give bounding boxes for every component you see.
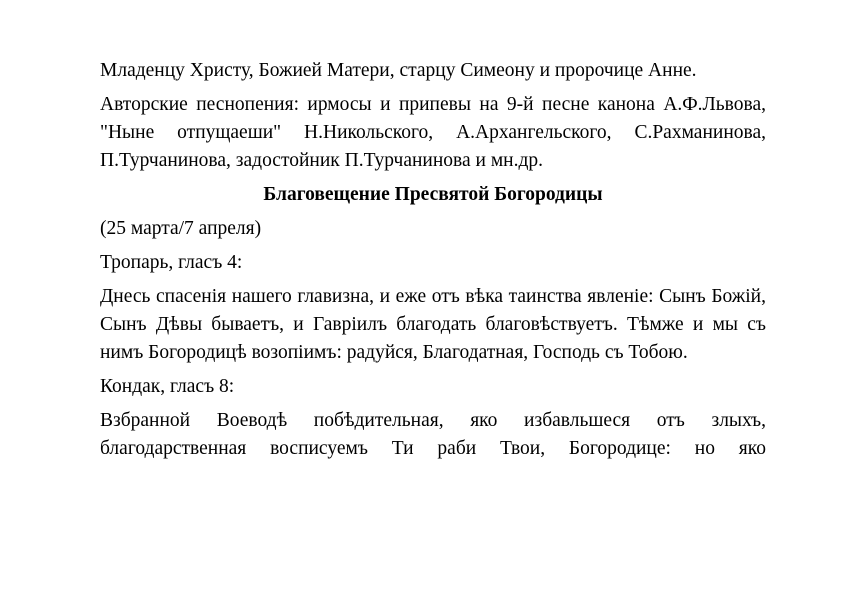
paragraph-author-hymns: Авторские песнопения: ирмосы и припевы на 9-й песне канона А.Ф.Львова, "Ныне отпущаеши" Н.Никольского, А.Архангельского, С.Рахманинова, П.Турчанинова, задостойник П.Турчанинова и мн.др. (100, 94, 766, 171)
document-body (100, 57, 766, 469)
feast-date: (25 марта/7 апреля) (100, 218, 262, 239)
kontakion-label: Кондак, гласъ 8: (100, 376, 235, 397)
troparion-text: Днесь спасенія нашего главизна, и еже отъ вѣка таинства явленіе: Сынъ Божій, Сынъ Дѣвы бываетъ, и Гавріилъ благодать благовѣствуетъ. Тѣмже и мы съ нимъ Богородицѣ возопіимъ: радуйся, Благодатная, Господь съ Тобою. (100, 286, 766, 363)
kontakion-text: Взбранной Воеводѣ побѣдительная, яко избавльшеся отъ злыхъ, благодарственная восписуемъ Ти раби Твои, Богородице: но яко (100, 410, 766, 459)
section-heading: Благовещение Пресвятой Богородицы (263, 184, 603, 205)
paragraph-dedication: Младенцу Христу, Божией Матери, старцу Симеону и пророчице Анне. (100, 60, 697, 81)
troparion-label: Тропарь, гласъ 4: (100, 252, 243, 273)
